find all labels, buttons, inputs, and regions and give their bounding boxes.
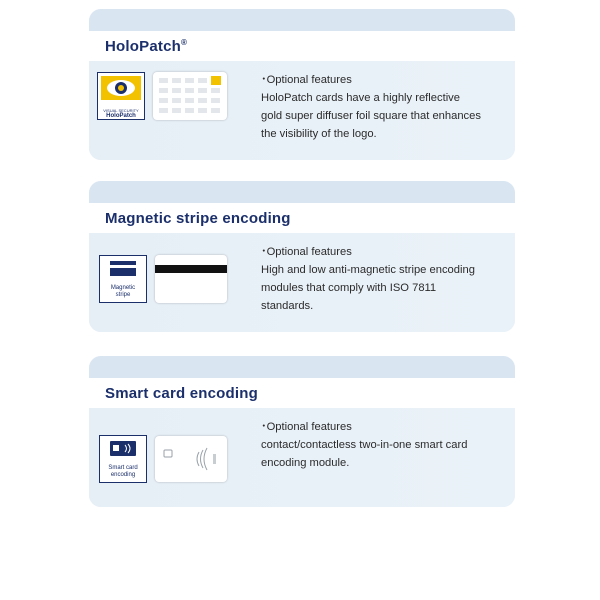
feature-line: standards. xyxy=(261,300,314,312)
magnetic-card-thumbnail xyxy=(155,255,227,303)
registered-mark: ® xyxy=(180,37,188,47)
feature-line: encoding module. xyxy=(261,457,350,469)
section-title: HoloPatch® xyxy=(105,37,188,55)
feature-line: gold super diffuser foil square that enhances xyxy=(261,110,481,122)
feature-text xyxy=(261,418,467,472)
smart-card-thumbnail xyxy=(155,436,227,482)
feature-line: the visibility of the logo. xyxy=(261,128,377,140)
section-body xyxy=(89,233,515,332)
section-top-band xyxy=(89,181,515,203)
section-magnetic-stripe xyxy=(89,181,515,332)
magnetic-stripe-icon xyxy=(99,255,147,303)
feature-head: ･Optional features xyxy=(261,246,352,258)
feature-head: ･Optional features xyxy=(261,74,352,86)
holopatch-card-thumbnail xyxy=(153,72,227,120)
holopatch-icon xyxy=(97,72,145,120)
feature-line: contact/contactless two-in-one smart card xyxy=(261,439,468,451)
smart-card-icon xyxy=(99,435,147,483)
feature-line: HoloPatch cards have a highly reflective xyxy=(261,92,460,104)
icon-label-line1: Smart card xyxy=(108,465,138,471)
icon-label-line2: stripe xyxy=(115,292,131,298)
section-title-bar xyxy=(89,203,515,233)
section-title-bar xyxy=(89,31,515,61)
section-holopatch xyxy=(89,9,515,160)
section-smart-card xyxy=(89,356,515,507)
section-top-band xyxy=(89,9,515,31)
feature-text xyxy=(261,243,475,315)
section-body xyxy=(89,61,515,160)
feature-line: High and low anti-magnetic stripe encoding xyxy=(261,264,475,276)
section-title: Smart card encoding xyxy=(105,384,259,402)
section-top-band xyxy=(89,356,515,378)
feature-line: modules that comply with ISO 7811 xyxy=(261,282,437,294)
magnetic-stripe xyxy=(155,265,227,273)
section-title: Magnetic stripe encoding xyxy=(105,209,291,227)
section-title-bar xyxy=(89,378,515,408)
icon-label-line1: Magnetic xyxy=(110,285,136,291)
feature-text xyxy=(261,71,481,143)
icon-label-line2: encoding xyxy=(110,472,136,478)
icon-label-line1: VISUAL SECURITY xyxy=(103,108,139,113)
section-body xyxy=(89,408,515,507)
icon-label-line2: HoloPatch xyxy=(106,113,136,119)
feature-head: ･Optional features xyxy=(261,421,352,433)
